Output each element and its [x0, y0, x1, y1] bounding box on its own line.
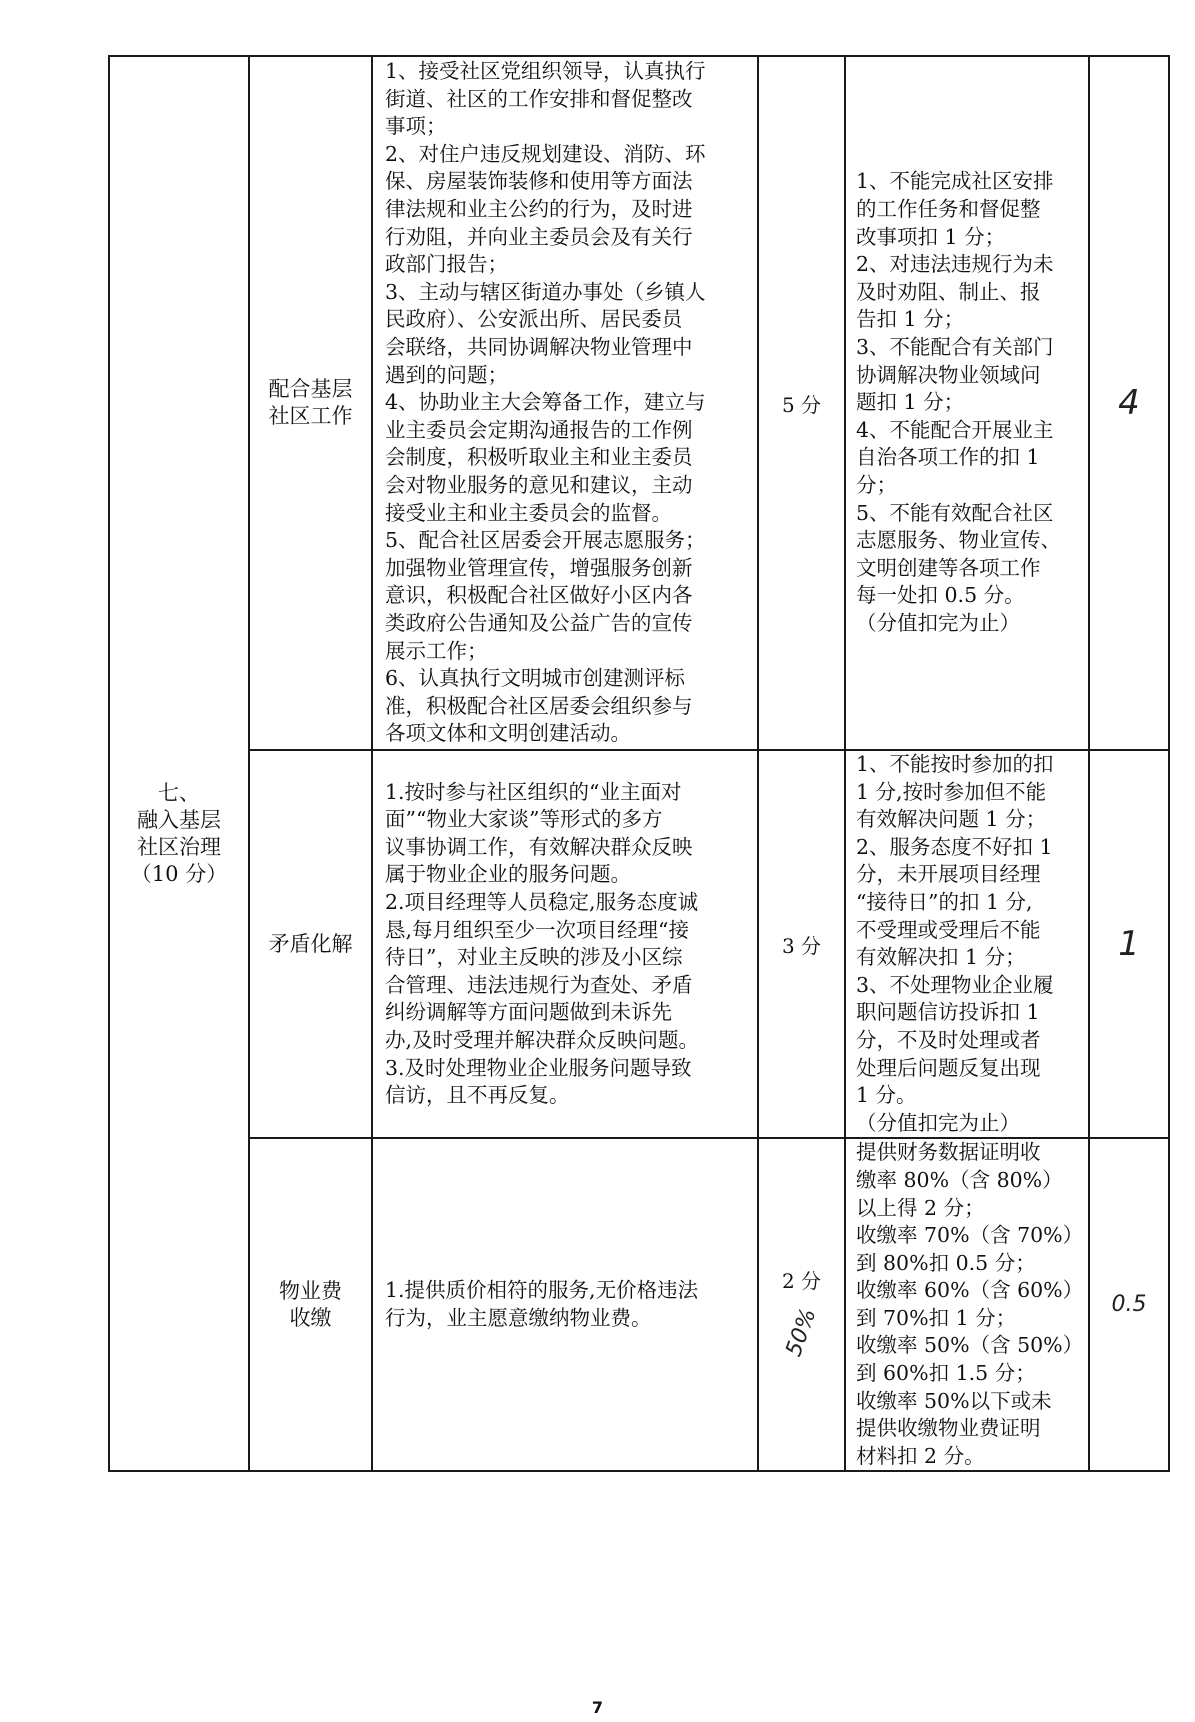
content-line: 行为，业主愿意缴纳物业费。 — [385, 1305, 652, 1330]
criteria-line: 到 80%扣 0.5 分； — [856, 1250, 1036, 1275]
table-row — [109, 56, 1169, 750]
criteria-line: 职问题信访投诉扣 1 — [856, 1000, 1040, 1025]
criteria-line: （分值扣完为止） — [856, 610, 1020, 635]
item-cell — [249, 1138, 372, 1471]
handwritten-note: 50% — [781, 1305, 822, 1360]
criteria-line: 及时劝阻、制止、报 — [856, 279, 1041, 304]
criteria-line: 2、对违法违规行为未 — [856, 252, 1054, 277]
content-line: 会对物业服务的意见和建议，主动 — [385, 472, 693, 497]
category-cell — [109, 56, 249, 1471]
content-line: 3.及时处理物业企业服务问题导致 — [385, 1055, 692, 1080]
content-line: 民政府）、公安派出所、居民委员 — [385, 307, 683, 332]
criteria-line: 有效解决问题 1 分； — [856, 807, 1047, 832]
criteria-line: 3、不能配合有关部门 — [856, 335, 1054, 360]
criteria-line: 收缴率 50%（含 50%） — [856, 1333, 1084, 1358]
score-value: 3 分 — [781, 933, 822, 958]
criteria-cell — [845, 750, 1089, 1138]
content-line: 5、配合社区居委会开展志愿服务； — [385, 528, 706, 553]
mark-cell — [1089, 750, 1169, 1138]
content-line: 会联络，共同协调解决物业管理中 — [385, 335, 693, 360]
content-line: 6、认真执行文明城市创建测评标 — [385, 666, 686, 691]
content-line: 保、房屋装饰装修和使用等方面法 — [385, 169, 693, 194]
content-line: 待日”，对业主反映的涉及小区综 — [385, 945, 683, 970]
content-line: 街道、社区的工作安排和督促整改 — [385, 86, 693, 111]
criteria-line: 1、不能按时参加的扣 — [856, 752, 1054, 776]
criteria-line: 改事项扣 1 分； — [856, 224, 1006, 249]
criteria-line: 收缴率 70%（含 70%） — [856, 1223, 1084, 1248]
criteria-line: 1 分,按时参加但不能 — [856, 779, 1047, 804]
criteria-line: （分值扣完为止） — [856, 1110, 1020, 1135]
content-line: 律法规和业主公约的行为，及时进 — [385, 197, 693, 222]
content-line: 1.提供质价相符的服务,无价格违法 — [385, 1278, 699, 1303]
content-line: 1、接受社区党组织领导，认真执行 — [385, 59, 706, 84]
item-cell — [249, 750, 372, 1138]
criteria-line: 提供财务数据证明收 — [856, 1140, 1041, 1165]
criteria-line: 收缴率 50%以下或未 — [856, 1388, 1052, 1413]
handwritten-mark: 4 — [1118, 383, 1140, 423]
criteria-line: 不受理或受理后不能 — [856, 917, 1041, 942]
content-line: 属于物业企业的服务问题。 — [385, 862, 631, 887]
criteria-line: 以上得 2 分； — [856, 1195, 985, 1220]
content-line: 政部门报告； — [385, 252, 508, 277]
content-line: 4、协助业主大会筹备工作，建立与 — [385, 390, 706, 415]
content-line: 加强物业管理宣传，增强服务创新 — [385, 555, 693, 580]
handwritten-mark: 1 — [1118, 924, 1140, 965]
content-cell — [372, 1138, 758, 1471]
handwritten-mark: 0.5 — [1111, 1292, 1147, 1318]
content-line: 业主委员会定期沟通报告的工作例 — [385, 417, 693, 442]
content-line: 接受业主和业主委员会的监督。 — [385, 500, 672, 525]
criteria-line: 材料扣 2 分。 — [856, 1443, 985, 1468]
content-line: 2.项目经理等人员稳定,服务态度诚 — [385, 889, 699, 914]
table-row — [109, 1138, 1169, 1471]
content-cell — [372, 750, 758, 1138]
content-line: 恳,每月组织至少一次项目经理“接 — [385, 917, 689, 942]
mark-cell — [1089, 1138, 1169, 1471]
content-line: 纠纷调解等方面问题做到未诉先 — [385, 1000, 672, 1025]
score-cell — [758, 750, 845, 1138]
criteria-line: “接待日”的扣 1 分, — [856, 889, 1033, 914]
criteria-line: 到 70%扣 1 分； — [856, 1305, 1017, 1330]
category-points: （10 分） — [130, 861, 228, 886]
criteria-line: 分，不及时处理或者 — [856, 1027, 1041, 1052]
content-line: 面”“物业大家谈”等形式的多方 — [385, 807, 663, 832]
category-title-line: 社区治理 — [137, 834, 221, 859]
criteria-line: 缴率 80%（含 80%） — [856, 1167, 1063, 1192]
table-row — [109, 750, 1169, 1138]
content-cell — [372, 56, 758, 750]
criteria-line: 的工作任务和督促整 — [856, 197, 1041, 222]
criteria-line: 分，未开展项目经理 — [856, 862, 1041, 887]
category-title-line: 融入基层 — [137, 807, 221, 832]
score-value: 2 分 — [781, 1268, 822, 1293]
criteria-line: 协调解决物业领域问 — [856, 362, 1041, 387]
criteria-line: 自治各项工作的扣 1 — [856, 445, 1040, 470]
content-line: 2、对住户违反规划建设、消防、环 — [385, 141, 706, 166]
content-line: 信访，且不再反复。 — [385, 1083, 570, 1108]
score-cell — [758, 1138, 845, 1471]
criteria-line: 志愿服务、物业宣传、 — [856, 528, 1061, 553]
content-line: 意识，积极配合社区做好小区内各 — [385, 583, 693, 608]
criteria-line: 4、不能配合开展业主 — [856, 417, 1054, 442]
criteria-line: 1 分。 — [856, 1083, 917, 1108]
content-line: 会制度，积极听取业主和业主委员 — [385, 445, 693, 470]
criteria-line: 3、不处理物业企业履 — [856, 972, 1054, 997]
criteria-line: 2、服务态度不好扣 1 — [856, 834, 1053, 859]
criteria-line: 到 60%扣 1.5 分； — [856, 1361, 1036, 1386]
content-line: 1.按时参与社区组织的“业主面对 — [385, 779, 682, 804]
mark-cell — [1089, 56, 1169, 750]
criteria-cell — [845, 1138, 1089, 1471]
criteria-line: 每一处扣 0.5 分。 — [856, 583, 1025, 608]
item-line: 收缴 — [289, 1305, 332, 1330]
content-line: 展示工作； — [385, 638, 488, 663]
content-line: 准，积极配合社区居委会组织参与 — [385, 693, 693, 718]
content-line: 类政府公告通知及公益广告的宣传 — [385, 610, 693, 635]
criteria-line: 文明创建等各项工作 — [856, 555, 1041, 580]
criteria-line: 有效解决扣 1 分； — [856, 945, 1026, 970]
item-cell — [249, 56, 372, 750]
content-line: 遇到的问题； — [385, 362, 508, 387]
item-line: 物业费 — [279, 1278, 342, 1303]
content-line: 事项； — [385, 114, 447, 139]
evaluation-table — [108, 55, 1170, 1472]
criteria-cell — [845, 56, 1089, 750]
item-line: 矛盾化解 — [268, 931, 353, 956]
content-line: 议事协调工作，有效解决群众反映 — [385, 834, 693, 859]
content-line: 合管理、违法违规行为查处、矛盾 — [385, 972, 693, 997]
criteria-line: 分； — [856, 472, 897, 497]
content-line: 办,及时受理并解决群众反映问题。 — [385, 1027, 700, 1052]
criteria-line: 1、不能完成社区安排 — [856, 169, 1054, 194]
content-line: 各项文体和文明创建活动。 — [385, 721, 631, 746]
item-line: 配合基层 — [268, 377, 353, 401]
score-value: 5 分 — [781, 392, 822, 417]
criteria-line: 5、不能有效配合社区 — [856, 500, 1054, 525]
criteria-line: 收缴率 60%（含 60%） — [856, 1278, 1084, 1303]
criteria-line: 提供收缴物业费证明 — [856, 1416, 1041, 1441]
content-line: 3、主动与辖区街道办事处（乡镇人 — [385, 279, 706, 304]
criteria-line: 题扣 1 分； — [856, 390, 965, 415]
score-cell — [758, 56, 845, 750]
criteria-line: 处理后问题反复出现 — [856, 1055, 1041, 1080]
page-number: 7 — [591, 1698, 604, 1717]
category-number: 七、 — [158, 780, 200, 805]
content-line: 行劝阻，并向业主委员会及有关行 — [385, 224, 693, 249]
criteria-line: 告扣 1 分； — [856, 307, 965, 332]
item-line: 社区工作 — [268, 404, 353, 428]
